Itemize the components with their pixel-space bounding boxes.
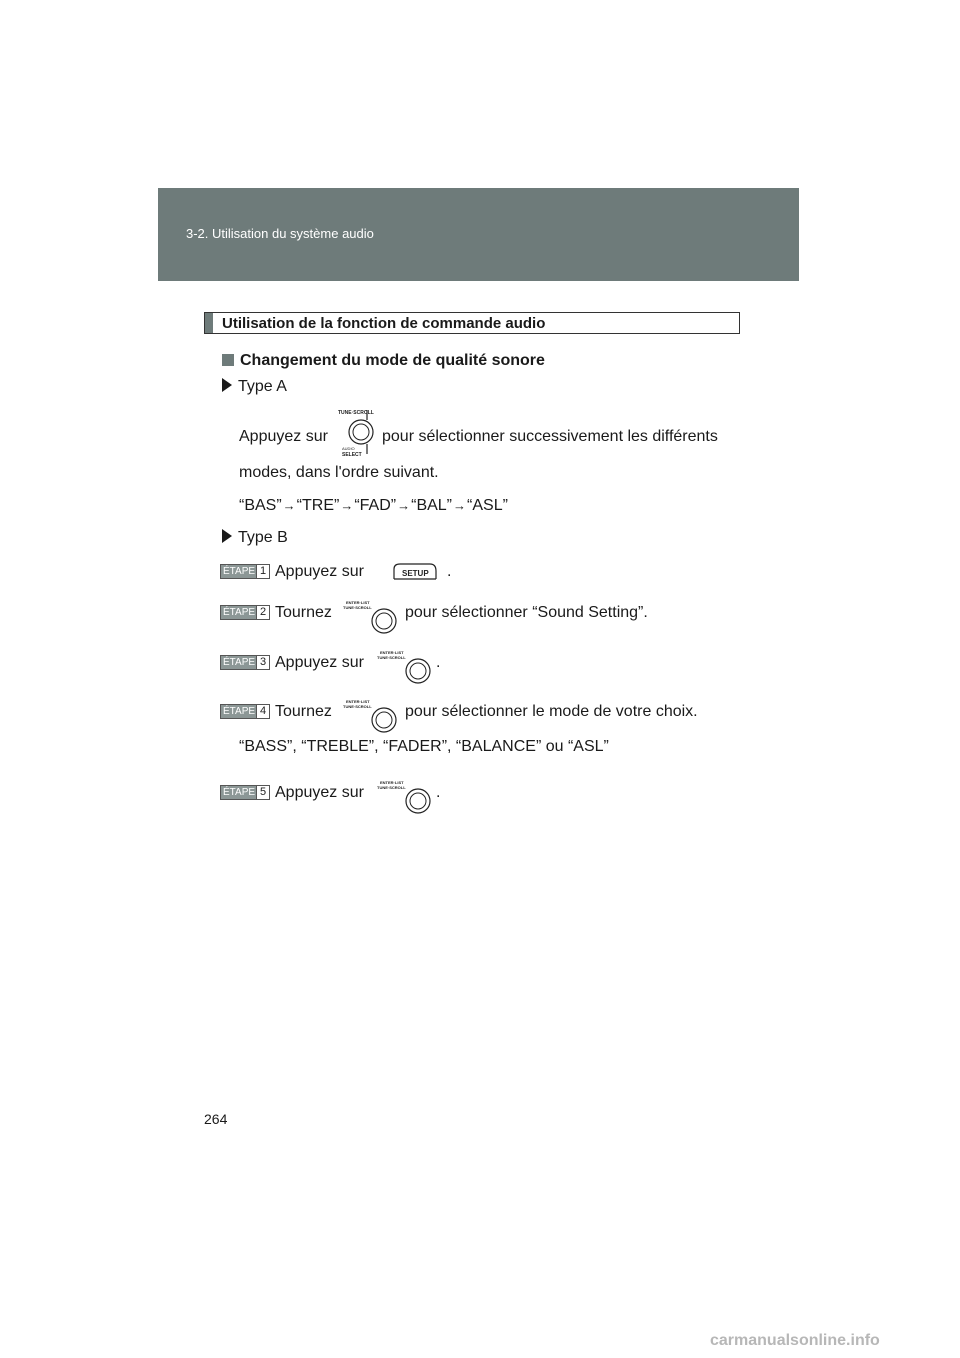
arrow-right-icon: → — [453, 498, 467, 513]
step-badge-3: ÉTAPE 3 — [220, 655, 270, 670]
type-b-label: Type B — [238, 529, 288, 546]
step-1-text-end: . — [447, 563, 452, 580]
square-bullet-icon — [222, 354, 234, 366]
arrow-right-icon: → — [397, 498, 411, 513]
page-number: 264 — [204, 1111, 228, 1127]
setup-button-label: SETUP — [402, 569, 429, 578]
svg-text:ENTER·LIST: ENTER·LIST — [380, 780, 404, 785]
svg-text:TUNE·SCROLL: TUNE·SCROLL — [377, 655, 406, 660]
type-a-label: Type A — [238, 378, 287, 395]
step-2-text-end: pour sélectionner “Sound Setting”. — [405, 604, 648, 621]
enter-list-knob-icon — [374, 776, 434, 816]
step-badge-1: ÉTAPE 1 — [220, 564, 270, 579]
type-a-heading — [222, 378, 287, 396]
mode-bal: “BAL” — [411, 497, 453, 514]
footer-watermark: carmanualsonline.info — [710, 1332, 880, 1349]
enter-list-knob-icon — [374, 646, 434, 686]
step-2-text-start: Tournez — [275, 604, 332, 621]
type-b-heading — [222, 529, 288, 547]
tune-scroll-knob-icon — [336, 406, 382, 458]
step-5-text-start: Appuyez sur — [275, 784, 364, 801]
step-3-text-start: Appuyez sur — [275, 654, 364, 671]
svg-text:ENTER·LIST: ENTER·LIST — [346, 699, 370, 704]
knob-bottom-label-1: AUDIO — [342, 446, 355, 451]
type-a-line2: modes, dans l'ordre suivant. — [239, 464, 439, 481]
section-heading — [204, 312, 740, 334]
enter-list-knob-icon — [340, 596, 400, 636]
svg-text:TUNE·SCROLL: TUNE·SCROLL — [343, 704, 372, 709]
step-5-text-end: . — [436, 784, 441, 801]
subsection-title: Changement du mode de qualité sonore — [240, 352, 545, 369]
step-badge-4: ÉTAPE 4 — [220, 704, 270, 719]
knob-bottom-label-2: SELECT — [342, 452, 362, 458]
subsection-heading — [222, 352, 545, 370]
step-4-text-start: Tournez — [275, 703, 332, 720]
mode-sequence — [239, 497, 508, 515]
type-a-line1-start: Appuyez sur — [239, 428, 328, 445]
mode-asl: “ASL” — [467, 497, 508, 514]
svg-text:ENTER·LIST: ENTER·LIST — [380, 650, 404, 655]
section-heading-bar — [205, 313, 213, 333]
svg-text:TUNE·SCROLL: TUNE·SCROLL — [377, 785, 406, 790]
step-3-text-end: . — [436, 654, 441, 671]
section-title: Utilisation de la fonction de commande audio — [222, 315, 546, 332]
enter-list-knob-icon — [340, 695, 400, 735]
svg-text:ENTER·LIST: ENTER·LIST — [346, 600, 370, 605]
arrow-right-icon: → — [340, 498, 354, 513]
step-badge-5: ÉTAPE 5 — [220, 785, 270, 800]
triangle-bullet-icon — [222, 378, 232, 392]
type-a-line1-end: pour sélectionner successivement les différents — [382, 428, 718, 445]
step-4-note: “BASS”, “TREBLE”, “FADER”, “BALANCE” ou “ASL” — [239, 738, 609, 755]
knob-top-label: TUNE·SCROLL — [338, 410, 374, 416]
svg-text:TUNE·SCROLL: TUNE·SCROLL — [343, 605, 372, 610]
step-1-text-start: Appuyez sur — [275, 563, 364, 580]
chapter-header — [158, 188, 799, 281]
breadcrumb: 3-2. Utilisation du système audio — [186, 226, 374, 241]
step-badge-2: ÉTAPE 2 — [220, 605, 270, 620]
step-4-text-end: pour sélectionner le mode de votre choix. — [405, 703, 698, 720]
mode-tre: “TRE” — [296, 497, 340, 514]
mode-bas: “BAS” — [239, 497, 282, 514]
mode-fad: “FAD” — [354, 497, 397, 514]
triangle-bullet-icon — [222, 529, 232, 543]
arrow-right-icon: → — [282, 498, 296, 513]
setup-button-icon — [392, 561, 438, 583]
